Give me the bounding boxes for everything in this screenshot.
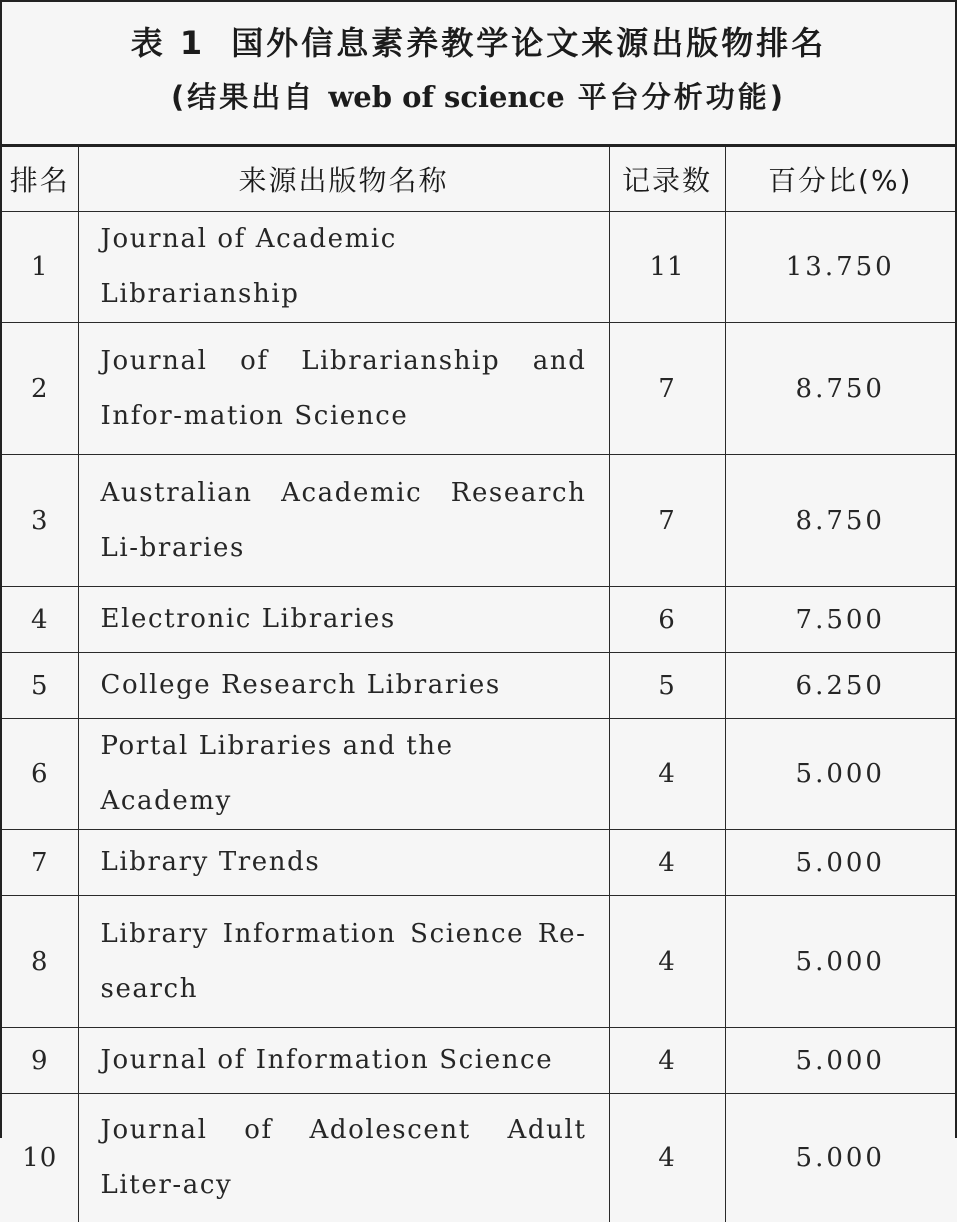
- table-row: [2, 830, 955, 896]
- table-row: [2, 719, 955, 830]
- table-row: [2, 587, 955, 653]
- table-row: [2, 896, 955, 1028]
- name-cell: Australian Academic Research Li-braries: [78, 455, 609, 587]
- count-cell: 4: [609, 1094, 725, 1222]
- rank-cell: 10: [2, 1094, 78, 1222]
- count-cell: 4: [609, 896, 725, 1028]
- table-subtitle: [2, 66, 955, 118]
- name-cell: Journal of Information Science: [78, 1028, 609, 1094]
- rank-cell: 6: [2, 719, 78, 830]
- percent-cell: 5.000: [725, 719, 955, 830]
- table-number: 表 1: [131, 24, 205, 62]
- table-row: [2, 653, 955, 719]
- name-cell: Library Trends: [78, 830, 609, 896]
- subtitle-open: (结果出自: [171, 80, 328, 114]
- header-count: 记录数: [609, 147, 725, 212]
- count-cell: 7: [609, 455, 725, 587]
- name-cell: Library Information Science Re-search: [78, 896, 609, 1028]
- table-title: [2, 2, 955, 66]
- header-row: [2, 147, 955, 212]
- count-cell: 7: [609, 323, 725, 455]
- subtitle-close: 平台分析功能): [565, 80, 786, 114]
- percent-cell: 5.000: [725, 1094, 955, 1222]
- rank-cell: 1: [2, 212, 78, 323]
- rank-cell: 2: [2, 323, 78, 455]
- percent-cell: 8.750: [725, 455, 955, 587]
- percent-cell: 5.000: [725, 896, 955, 1028]
- percent-cell: 5.000: [725, 830, 955, 896]
- table-title-text: 国外信息素养教学论文来源出版物排名: [231, 24, 826, 62]
- header-rank: 排名: [2, 147, 78, 212]
- header-percent: 百分比(%): [725, 147, 955, 212]
- subtitle-source: web of science: [328, 80, 564, 114]
- table-row: [2, 323, 955, 455]
- percent-cell: 5.000: [725, 1028, 955, 1094]
- count-cell: 6: [609, 587, 725, 653]
- count-cell: 4: [609, 830, 725, 896]
- name-cell: College Research Libraries: [78, 653, 609, 719]
- table-row: [2, 1028, 955, 1094]
- percent-cell: 6.250: [725, 653, 955, 719]
- percent-cell: 8.750: [725, 323, 955, 455]
- name-cell: Journal of Academic Librarianship: [78, 212, 609, 323]
- ranking-table: [2, 147, 955, 1222]
- rank-cell: 4: [2, 587, 78, 653]
- name-cell: Journal of Adolescent Adult Liter-acy: [78, 1094, 609, 1222]
- rank-cell: 8: [2, 896, 78, 1028]
- count-cell: 4: [609, 1028, 725, 1094]
- percent-cell: 13.750: [725, 212, 955, 323]
- rank-cell: 7: [2, 830, 78, 896]
- percent-cell: 7.500: [725, 587, 955, 653]
- name-cell: Portal Libraries and the Academy: [78, 719, 609, 830]
- count-cell: 5: [609, 653, 725, 719]
- rank-cell: 3: [2, 455, 78, 587]
- table-row: [2, 455, 955, 587]
- header-name: 来源出版物名称: [78, 147, 609, 212]
- name-cell: Journal of Librarianship and Infor-mation Science: [78, 323, 609, 455]
- table-row: [2, 212, 955, 323]
- count-cell: 4: [609, 719, 725, 830]
- table-row: [2, 1094, 955, 1222]
- rank-cell: 9: [2, 1028, 78, 1094]
- rank-cell: 5: [2, 653, 78, 719]
- table-caption: [2, 2, 955, 147]
- name-cell: Electronic Libraries: [78, 587, 609, 653]
- count-cell: 11: [609, 212, 725, 323]
